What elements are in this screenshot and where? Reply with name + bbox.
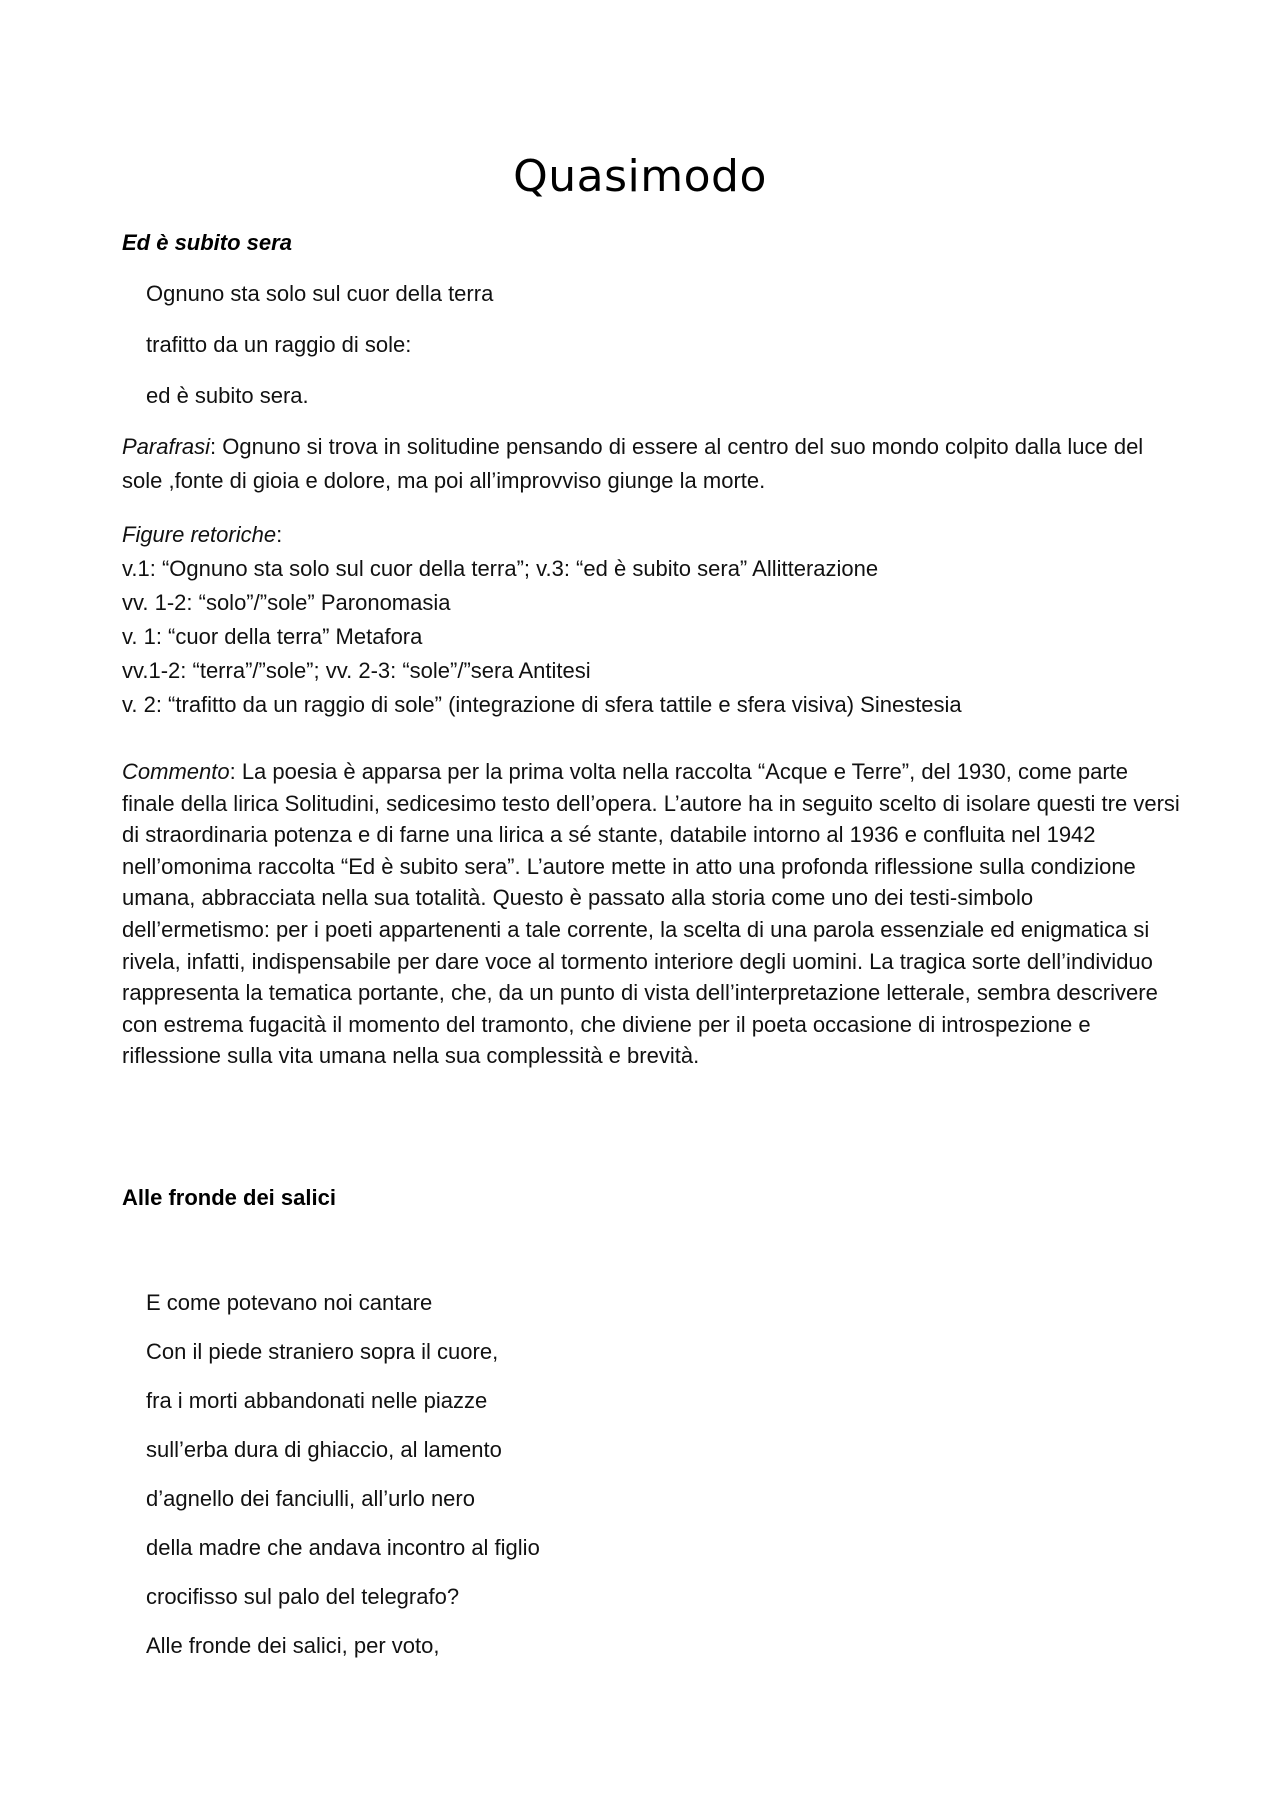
parafrasi-paragraph <box>122 430 1182 498</box>
figure-retoriche-colon: : <box>276 522 283 547</box>
parafrasi-text: : Ognuno si trova in solitudine pensando di essere al centro del suo mondo colpito dalla luce del sole ,fonte di gioia e dolore, ma poi all’improvviso giunge la morte. <box>122 434 1144 493</box>
verse-line: crocifisso sul palo del telegrafo? <box>146 1584 460 1609</box>
figure-retoriche-item: v. 2: “trafitto da un raggio di sole” (integrazione di sfera tattile e sfera visiva) Sinestesia <box>122 692 962 717</box>
verse-line: Con il piede straniero sopra il cuore, <box>146 1339 499 1364</box>
verse-line: E come potevano noi cantare <box>146 1290 433 1315</box>
figure-retoriche-item: vv.1-2: “terra”/”sole”; vv. 2-3: “sole”/”sera Antitesi <box>122 658 591 683</box>
figure-retoriche-item: vv. 1-2: “solo”/”sole” Paronomasia <box>122 590 451 615</box>
figure-retoriche-block <box>122 518 1182 722</box>
poem-title-ed-e-subito-sera: Ed è subito sera <box>122 230 292 255</box>
verse-line: Ognuno sta solo sul cuor della terra <box>146 281 494 306</box>
commento-text: : La poesia è apparsa per la prima volta nella raccolta “Acque e Terre”, del 1930, come parte finale della lirica Solitudini, sedicesimo testo dell’opera. L’autore ha in seguito scelto di isolare questi tre versi di straordinaria potenza e di farne una lirica a sé stante, databile intorno al 1936 e confluita nel 1942 nell’omonima raccolta “Ed è subito sera”. L’autore mette in atto una profonda riflessione sulla condizione umana, abbracciata nella sua totalità. Questo è passato alla storia come uno dei testi-simbolo dell’ermetismo: per i poeti appartenenti a tale corrente, la scelta di una parola essenziale ed enigmatica si rivela, infatti, indispensabile per dare voce al tormento interiore degli uomini. La tragica sorte dell’individuo rappresenta la tematica portante, che, da un punto di vista dell’interpretazione letterale, sembra descrivere con estrema fugacità il momento del tramonto, che diviene per il poeta occasione di introspezione e riflessione sulla vita umana nella sua complessità e brevità. <box>122 759 1180 1069</box>
figure-retoriche-item: v. 1: “cuor della terra” Metafora <box>122 624 423 649</box>
verse-line: Alle fronde dei salici, per voto, <box>146 1633 440 1658</box>
poem-title-alle-fronde-dei-salici: Alle fronde dei salici <box>122 1185 336 1210</box>
parafrasi-label: Parafrasi <box>122 434 211 459</box>
figure-retoriche-heading <box>122 518 1182 552</box>
commento-label: Commento <box>122 759 230 784</box>
commento-paragraph <box>122 756 1182 1072</box>
figure-retoriche-item: v.1: “Ognuno sta solo sul cuor della terra”; v.3: “ed è subito sera” Allitterazione <box>122 556 879 581</box>
verse-line: della madre che andava incontro al figlio <box>146 1535 540 1560</box>
figure-retoriche-label: Figure retoriche <box>122 522 277 547</box>
verse-line: ed è subito sera. <box>146 383 309 408</box>
verse-line: d’agnello dei fanciulli, all’urlo nero <box>146 1486 475 1511</box>
verse-line: fra i morti abbandonati nelle piazze <box>146 1388 488 1413</box>
verse-line: trafitto da un raggio di sole: <box>146 332 412 357</box>
document-title: Quasimodo <box>513 151 767 202</box>
verse-line: sull’erba dura di ghiaccio, al lamento <box>146 1437 502 1462</box>
